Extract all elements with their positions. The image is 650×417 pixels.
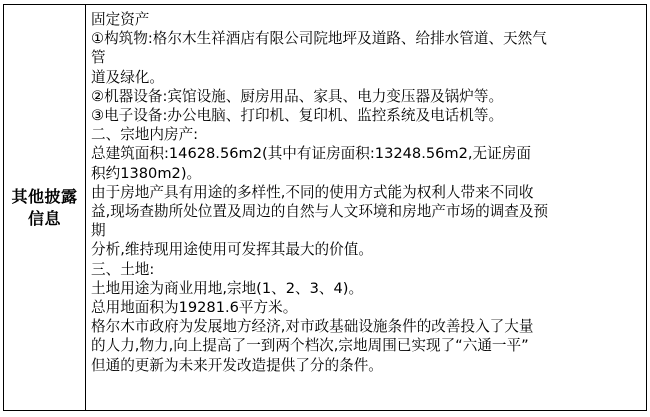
table-row — [3, 4, 647, 411]
text-line: ③电子设备:办公电脑、打印机、复印机、监控系统及电话机等。 — [91, 107, 504, 125]
text-line: 的人力,物力,向上提高了一到两个档次,宗地周围已实现了“六通一平” — [91, 337, 529, 355]
row-header-label: 其他披露信息 — [11, 186, 78, 228]
row-header-cell — [4, 5, 86, 410]
text-line: 益,现场查勘所处位置及周边的自然与人文环境和房地产市场的调查及预 — [91, 203, 549, 221]
text-line: 格尔木市政府为发展地方经济,对市政基础设施条件的改善投入了大量 — [91, 318, 534, 336]
text-line: 积约1380m2)。 — [91, 164, 202, 182]
row-content-cell — [86, 5, 646, 410]
text-line: 道及绿化。 — [91, 68, 164, 86]
text-line: 土地用途为商业用地,宗地(1、2、3、4)。 — [91, 279, 364, 297]
text-line: 管 — [91, 49, 106, 67]
text-line: 二、宗地内房产: — [91, 126, 199, 144]
text-line: ①构筑物:格尔木生祥酒店有限公司院地坪及道路、给排水管道、天然气 — [91, 30, 547, 48]
text-line: ②机器设备:宾馆设施、厨房用品、家具、电力变压器及锅炉等。 — [91, 87, 504, 105]
text-line: 总用地面积为19281.6平方米。 — [91, 299, 298, 317]
text-line: 由于房地产具有用途的多样性,不同的使用方式能为权利人带来不同收 — [91, 183, 534, 201]
text-line: 分析,维持现用途使用可发挥其最大的价值。 — [91, 241, 373, 259]
text-line: 固定资产 — [91, 11, 150, 28]
text-line: 三、土地: — [91, 260, 155, 278]
text-line: 期 — [91, 222, 106, 240]
text-line: 但通的更新为未来开发改造提供了分的条件。 — [91, 356, 383, 374]
text-line: 总建筑面积:14628.56m2(其中有证房面积:13248.56m2,无证房面 — [91, 145, 531, 163]
